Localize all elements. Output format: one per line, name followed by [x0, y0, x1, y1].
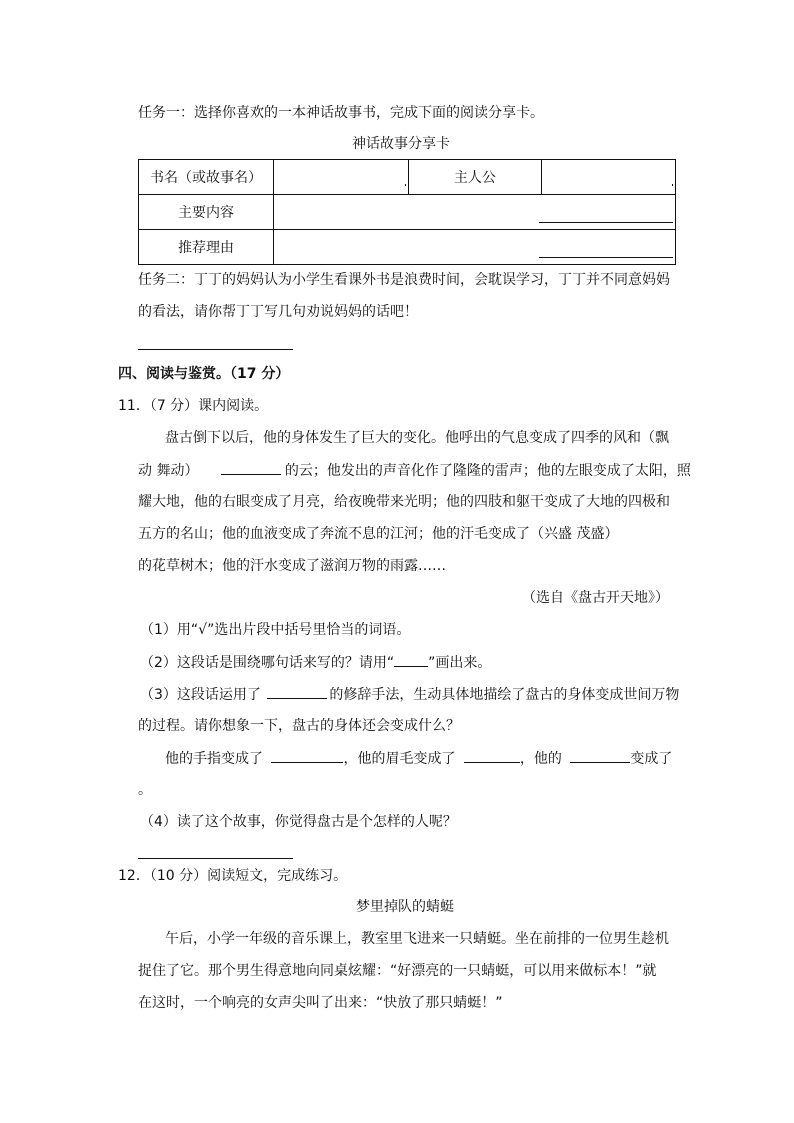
- card-title: 神话故事分享卡: [352, 136, 450, 152]
- eyebrow-text: ，他的眉毛变成了: [343, 751, 456, 767]
- his-text: ，他的: [519, 751, 562, 767]
- task2-line2: 的看法，请你帮丁丁写几句劝说妈妈的话吧！: [138, 304, 418, 320]
- q11-passage-line2: [138, 460, 691, 481]
- main-content-field[interactable]: [273, 195, 675, 230]
- sub3-text-end: 的修辞手法，生动具体地描绘了盘古的身体变成世间万物: [329, 687, 680, 703]
- section4-heading: 四、阅读与鉴赏。（17 分）: [118, 366, 290, 382]
- main-content-label: 主要内容: [139, 195, 274, 230]
- finger-text: 他的手指变成了: [165, 751, 263, 767]
- q11-sub4-answer-line[interactable]: [138, 858, 293, 859]
- became-text: 变成了: [630, 751, 673, 767]
- body-part-blank[interactable]: [570, 748, 630, 763]
- q12-story-line3: 在这时，一个响亮的女声尖叫了出来：“快放了那只蜻蜓！”: [138, 995, 503, 1011]
- finger-blank[interactable]: [271, 748, 343, 763]
- eyebrow-blank[interactable]: [464, 748, 520, 763]
- book-name-field[interactable]: [273, 160, 408, 195]
- q11-passage-line3: 耀大地，他的右眼变成了月亮，给夜晚带来光明；他的四肢和躯干变成了大地的四极和: [138, 494, 670, 510]
- task2-answer-line[interactable]: [138, 349, 293, 350]
- q11-sub2: [140, 652, 491, 673]
- task1-text: 任务一：选择你喜欢的一本神话故事书，完成下面的阅读分享卡。: [138, 105, 544, 121]
- passage-text: 的云；他发出的声音化作了隆隆的雷声；他的左眼变成了太阳，照: [284, 463, 691, 479]
- task2-line1: 任务二：丁丁的妈妈认为小学生看课外书是浪费时间，会耽误学习，丁丁并不同意妈妈: [138, 272, 670, 288]
- q11-heading: 11．（7 分）课内阅读。: [118, 398, 269, 414]
- hero-field[interactable]: [542, 160, 676, 195]
- hero-label: 主人公: [408, 160, 542, 195]
- q12-story-line2: 捉住了它。那个男生得意地向同桌炫耀：“好漂亮的一只蜻蜓，可以用来做标本！”就: [138, 963, 657, 979]
- q12-heading: 12．（10 分）阅读短文，完成练习。: [118, 868, 348, 884]
- answer-line: [539, 257, 673, 258]
- reading-share-card: [138, 159, 676, 265]
- recommend-reason-field[interactable]: [273, 230, 675, 265]
- answer-line: [539, 222, 673, 223]
- word-choice-1: 动 舞动）: [138, 463, 199, 479]
- q11-sub3: [140, 684, 679, 705]
- q11-sub4: （4）读了这个故事，你觉得盘古是个怎样的人呢？: [140, 814, 457, 830]
- q12-story-title: 梦里掉队的蜻蜓: [356, 899, 454, 915]
- blank-1[interactable]: [221, 460, 281, 475]
- q11-passage-line5: 的花草树木；他的汗水变成了滋润万物的雨露……: [138, 558, 446, 574]
- q11-sub3-imagine: [165, 748, 672, 769]
- q11-sub3-line2: 的过程。请你想象一下，盘古的身体还会变成什么？: [138, 718, 460, 734]
- sub2-text: （2）这段话是围绕哪句话来写的？请用“: [140, 655, 395, 671]
- sub2-text-end: ”画出来。: [428, 655, 492, 671]
- q11-passage-line1: 盘古倒下以后，他的身体发生了巨大的变化。他呼出的气息变成了四季的风和（飘: [165, 430, 669, 446]
- q11-source: （选自《盘古开天地》）: [522, 590, 669, 606]
- q11-sub3-end: 。: [138, 782, 152, 798]
- rhetoric-blank[interactable]: [267, 684, 327, 699]
- sub3-text: （3）这段话运用了: [140, 687, 261, 703]
- underline-sample: [394, 652, 428, 667]
- recommend-reason-label: 推荐理由: [139, 230, 274, 265]
- q12-story-line1: 午后，小学一年级的音乐课上，教室里飞进来一只蜻蜓。坐在前排的一位男生趁机: [165, 931, 669, 947]
- q11-passage-line4: 五方的名山；他的血液变成了奔流不息的江河；他的汗毛变成了（兴盛 茂盛）: [138, 526, 619, 542]
- q11-sub1: （1）用“√”选出片段中括号里恰当的词语。: [140, 622, 411, 638]
- field-mark: [672, 184, 673, 186]
- book-name-label: 书名（或故事名）: [139, 160, 274, 195]
- field-mark: [405, 184, 406, 186]
